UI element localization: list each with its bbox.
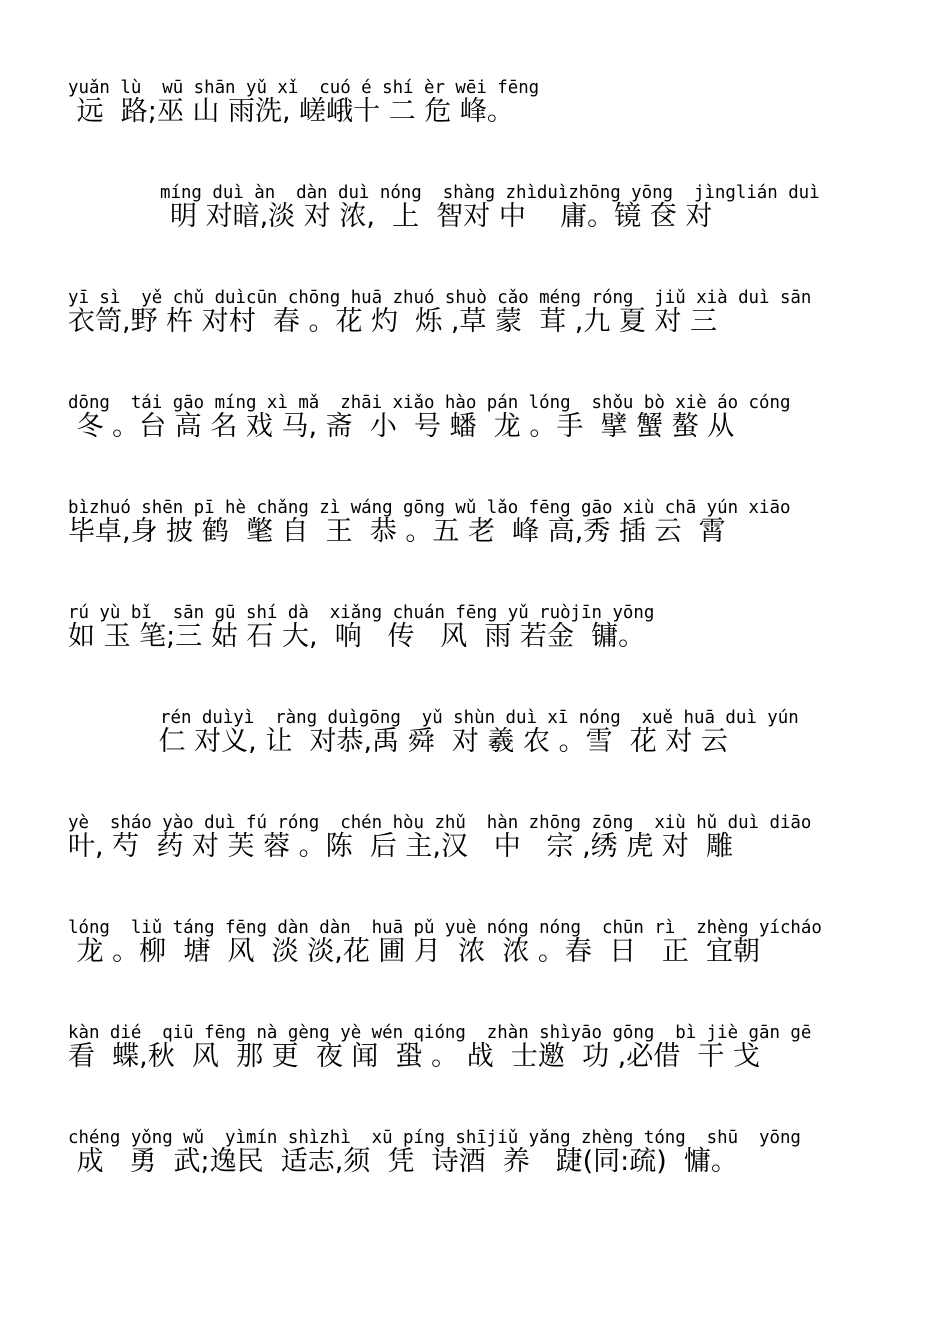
text-line-11 bbox=[0, 1127, 950, 1197]
hanzi-row: 明 对暗,淡 对 浓, 上 智对 中 庸。镜 奁 对 bbox=[170, 201, 713, 232]
hanzi-row: 毕卓,身 披 鹤 氅 自 王 恭 。五 老 峰 高,秀 插 云 霄 bbox=[68, 516, 726, 547]
pinyin-row: yuǎn lù wū shān yǔ xǐ cuó é shí èr wēi fēng bbox=[68, 78, 540, 98]
pinyin-row: rén duìyì ràng duìgōng yǔ shùn duì xī nóng xuě huā duì yún bbox=[160, 708, 799, 728]
hanzi-row: 仁 对义, 让 对恭,禹 舜 对 羲 农 。雪 花 对 云 bbox=[150, 726, 728, 757]
text-line-10 bbox=[0, 1022, 950, 1092]
text-line-5 bbox=[0, 497, 950, 567]
hanzi-row: 如 玉 笔;三 姑 石 大, 响 传 风 雨 若金 镛。 bbox=[68, 621, 646, 652]
pinyin-row: kàn dié qiū fēng nà gèng yè wén qióng zhàn shìyāo gōng bì jiè gān gē bbox=[68, 1023, 812, 1043]
hanzi-row: 衣笥,野 杵 对村 春 。花 灼 烁 ,草 蒙 茸 ,九 夏 对 三 bbox=[68, 306, 718, 337]
pinyin-row: dōng tái gāo míng xì mǎ zhāi xiǎo hào pán lóng shǒu bò xiè áo cóng bbox=[68, 393, 791, 413]
text-line-6 bbox=[0, 602, 950, 672]
pinyin-row: míng duì àn dàn duì nóng shàng zhìduìzhōng yōng jìnglián duì bbox=[160, 183, 820, 203]
pinyin-row: chéng yǒng wǔ yìmín shìzhì xū píng shījiǔ yǎng zhèng tóng shū yōng bbox=[68, 1128, 801, 1148]
pinyin-row: yè sháo yào duì fú róng chén hòu zhǔ hàn zhōng zōng xiù hǔ duì diāo bbox=[68, 813, 812, 833]
text-line-3 bbox=[0, 287, 950, 357]
hanzi-row: 龙 。柳 塘 风 淡 淡,花 圃 月 浓 浓 。春 日 正 宜朝 bbox=[68, 936, 760, 967]
hanzi-row: 看 蝶,秋 风 那 更 夜 闻 蛩 。 战 士邀 功 ,必借 干 戈 bbox=[68, 1041, 760, 1072]
text-line-9 bbox=[0, 917, 950, 987]
pinyin-row: rú yù bǐ sān gū shí dà xiǎng chuán fēng yǔ ruòjīn yōng bbox=[68, 603, 655, 623]
text-line-4 bbox=[0, 392, 950, 462]
hanzi-row: 远 路;巫 山 雨洗, 嵯峨十 二 危 峰。 bbox=[68, 96, 514, 127]
hanzi-row: 冬 。台 高 名 戏 马, 斋 小 号 蟠 龙 。手 擘 蟹 螯 从 bbox=[68, 411, 735, 442]
hanzi-row: 成 勇 武;逸民 适志,须 凭 诗酒 养 踕(同:疏) 慵。 bbox=[68, 1146, 738, 1177]
pinyin-row: bìzhuó shēn pī hè chǎng zì wáng gōng wǔ lǎo fēng gāo xiù chā yún xiāo bbox=[68, 498, 791, 518]
pinyin-row: yī sì yě chǔ duìcūn chōng huā zhuó shuò cǎo méng róng jiǔ xià duì sān bbox=[68, 288, 812, 308]
pinyin-row: lóng liǔ táng fēng dàn dàn huā pǔ yuè nóng nóng chūn rì zhèng yícháo bbox=[68, 918, 822, 938]
text-line-8 bbox=[0, 812, 950, 882]
text-line-2 bbox=[0, 182, 950, 252]
text-line-1 bbox=[0, 77, 950, 147]
hanzi-row: 叶, 芍 药 对 芙 蓉 。陈 后 主,汉 中 宗 ,绣 虎 对 雕 bbox=[68, 831, 733, 862]
text-line-7 bbox=[0, 707, 950, 777]
